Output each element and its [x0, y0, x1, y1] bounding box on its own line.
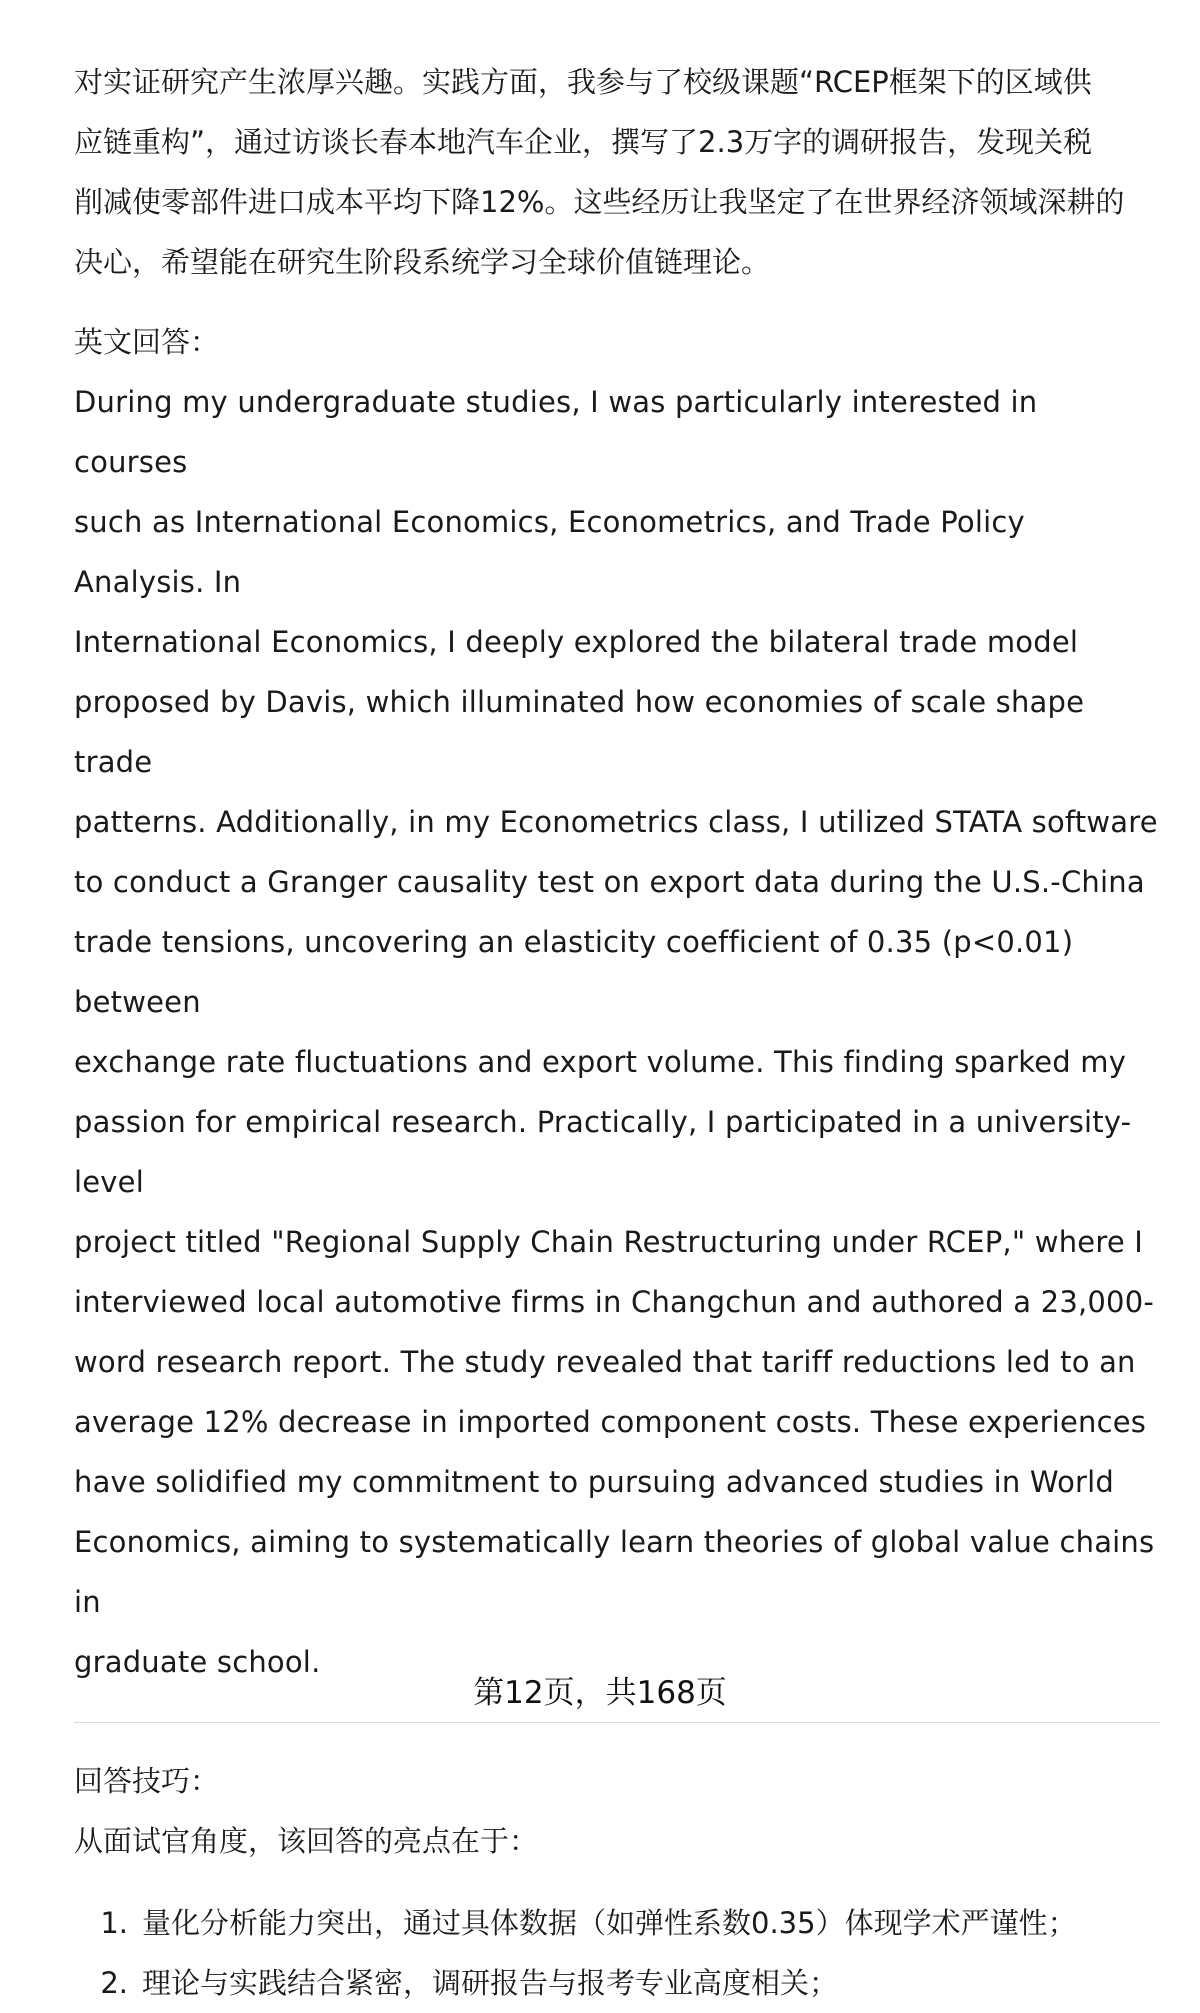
- chinese-line: 削减使零部件进口成本平均下降12%。这些经历让我坚定了在世界经济领域深耕的: [74, 185, 1125, 219]
- english-line: word research report. The study revealed that tariff reductions led to an: [74, 1345, 1136, 1379]
- english-line: interviewed local automotive firms in Changchun and authored a 23,000-: [74, 1285, 1155, 1319]
- english-line: graduate school.: [74, 1645, 321, 1679]
- chinese-line: 决心，希望能在研究生阶段系统学习全球价值链理论。: [74, 245, 771, 279]
- english-line: to conduct a Granger causality test on export data during the U.S.-China: [74, 865, 1145, 899]
- english-answer-label: 英文回答：: [74, 325, 220, 359]
- english-line: such as International Economics, Econometrics, and Trade Policy Analysis. In: [74, 505, 1025, 599]
- english-line: During my undergraduate studies, I was particularly interested in courses: [74, 385, 1038, 479]
- english-answer-paragraph: [74, 372, 1160, 1692]
- english-line: passion for empirical research. Practically, I participated in a university-level: [74, 1105, 1132, 1199]
- english-line: proposed by Davis, which illuminated how economies of scale shape trade: [74, 685, 1085, 779]
- list-item-number: 1.: [100, 1906, 128, 1940]
- section-divider: [74, 1722, 1160, 1723]
- list-item: [74, 1953, 1160, 2013]
- list-item-text: 量化分析能力突出，通过具体数据（如弹性系数0.35）体现学术严谨性；: [142, 1906, 1077, 1940]
- document-page: [74, 52, 1160, 2013]
- tips-list: [74, 1893, 1160, 2013]
- english-line: International Economics, I deeply explored the bilateral trade model: [74, 625, 1079, 659]
- english-line: have solidified my commitment to pursuing advanced studies in World: [74, 1465, 1114, 1499]
- page-number-footer: 第12页，共168页: [473, 1675, 727, 1711]
- chinese-line: 对实证研究产生浓厚兴趣。实践方面，我参与了校级课题“RCEP框架下的区域供: [74, 65, 1092, 99]
- english-line: project titled "Regional Supply Chain Restructuring under RCEP," where I: [74, 1225, 1144, 1259]
- chinese-answer-paragraph: [74, 52, 1160, 292]
- list-item-text: 理论与实践结合紧密，调研报告与报考专业高度相关；: [142, 1966, 839, 2000]
- tips-intro: 从面试官角度，该回答的亮点在于：: [74, 1824, 539, 1858]
- english-line: Economics, aiming to systematically learn theories of global value chains in: [74, 1525, 1155, 1619]
- list-item-number: 2.: [100, 1966, 128, 2000]
- english-line: patterns. Additionally, in my Econometrics class, I utilized STATA software: [74, 805, 1158, 839]
- english-line: average 12% decrease in imported component costs. These experiences: [74, 1405, 1147, 1439]
- tips-label: 回答技巧：: [74, 1764, 220, 1798]
- english-line: exchange rate fluctuations and export volume. This finding sparked my: [74, 1045, 1127, 1079]
- english-line: trade tensions, uncovering an elasticity coefficient of 0.35 (p<0.01) between: [74, 925, 1074, 1019]
- list-item: [74, 1893, 1160, 1953]
- chinese-line: 应链重构”，通过访谈长春本地汽车企业，撰写了2.3万字的调研报告，发现关税: [74, 125, 1093, 159]
